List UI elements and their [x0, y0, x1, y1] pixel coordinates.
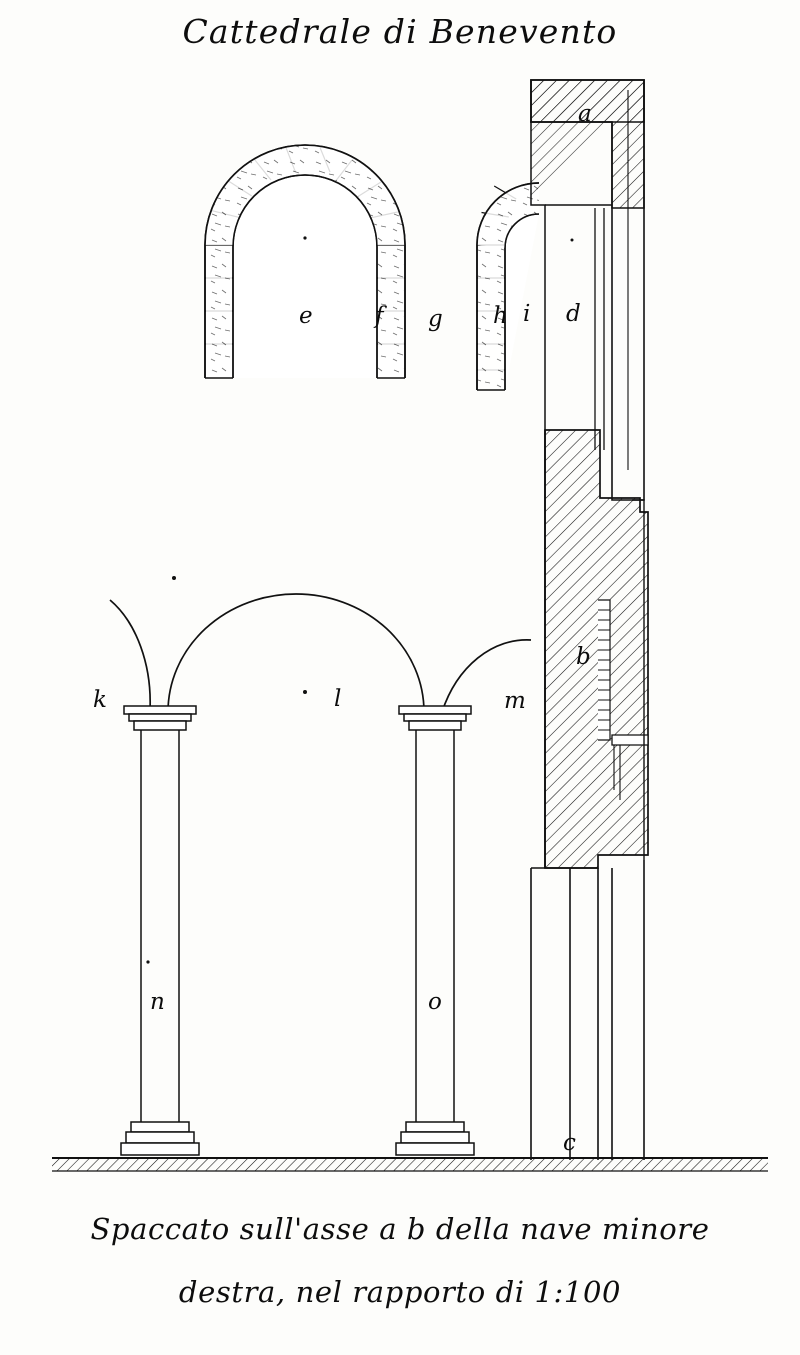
- wall-lower-plain: [531, 860, 644, 1160]
- construction-marks: [146, 576, 307, 964]
- label-e: e: [299, 303, 313, 329]
- label-n: n: [150, 989, 165, 1015]
- page-title: Cattedrale di Benevento: [182, 12, 618, 51]
- label-l: l: [334, 686, 342, 712]
- label-b: b: [576, 644, 591, 670]
- caption-line-2: destra, nel rapporto di 1:100: [178, 1275, 622, 1309]
- column-left: [121, 706, 199, 1155]
- column-right: [396, 706, 474, 1155]
- ground-line: [52, 1158, 768, 1171]
- label-f: f: [375, 303, 384, 329]
- caption-line-1: Spaccato sull'asse a b della nave minore: [90, 1212, 710, 1246]
- label-i: i: [523, 301, 531, 327]
- arcade-arches: [110, 594, 531, 712]
- label-d: d: [566, 301, 581, 327]
- window-section-right: [477, 183, 574, 390]
- label-g: g: [428, 306, 443, 332]
- wall-section-hatched-main: [545, 430, 648, 868]
- label-h: h: [493, 303, 508, 329]
- label-c: c: [563, 1130, 576, 1156]
- label-k: k: [93, 687, 107, 713]
- window-elevation-left: [205, 145, 405, 378]
- label-a: a: [578, 101, 592, 127]
- label-m: m: [504, 688, 526, 714]
- label-o: o: [428, 989, 442, 1015]
